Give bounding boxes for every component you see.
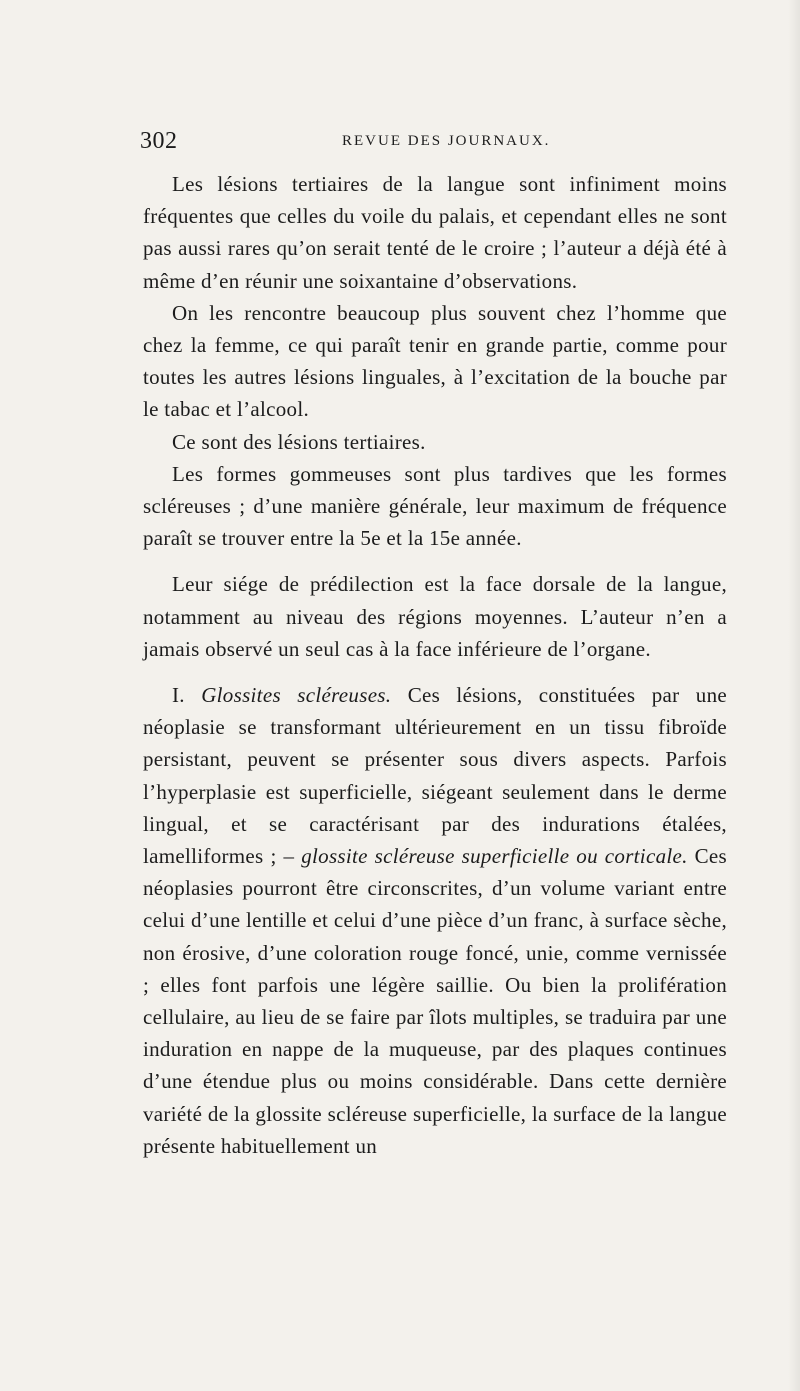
paragraph-1: Les lésions tertiaires de la langue sont infiniment moins fréquentes que celles du voile du palais, et cependant elles ne sont pas aussi rares qu’on serait tenté de le croire ; l’auteur a déjà été à même d’en réunir une soixantaine d’observations.	[143, 172, 727, 293]
body-text	[143, 168, 727, 1162]
paragraph-4: Les formes gommeuses sont plus tardives que les formes scléreuses ; d’une manière générale, leur maximum de fréquence paraît se trouver entre la 5e et la 15e année.	[143, 461, 727, 551]
page-number: 302	[140, 128, 178, 154]
running-head: REVUE DES JOURNAUX.	[342, 133, 551, 149]
section-number: I.	[172, 683, 202, 708]
page-header	[135, 128, 730, 158]
paragraph-5: Leur siége de prédilection est la face dorsale de la langue, notamment au niveau des régions moyennes. L’auteur n’en a jamais observé un seul cas à la face inférieure de l’organe.	[143, 572, 727, 661]
paragraph-3: Ce sont des lésions tertiaires.	[172, 429, 426, 454]
paragraph-6-continuation: Ces néoplasies pourront être circonscrites, d’un volume variant entre celui d’une lentille et celui d’une pièce d’un franc, à surface sèche, non érosive, d’une coloration rouge foncé, unie, comme vernissée ; elles font parfois une légère saillie. Ou bien la prolifération cellulaire, au lieu de se faire par îlots multiples, se traduira par une induration en nappe de la muqueuse, par des plaques continues d’une étendue plus ou moins considérable. Dans cette dernière variété de la glossite scléreuse superficielle, la surface de la langue présente habituellement un	[143, 844, 727, 1158]
paragraph-6	[143, 679, 727, 1162]
section-title: Glossites scléreuses.	[201, 683, 392, 708]
page-edge-shadow	[788, 0, 800, 1391]
italic-term: glossite scléreuse superficielle ou corticale.	[301, 844, 688, 869]
paragraph-2: On les rencontre beaucoup plus souvent chez l’homme que chez la femme, ce qui paraît tenir en grande partie, comme pour toutes les autres lésions linguales, à l’excitation de la bouche par le tabac et l’alcool.	[143, 300, 727, 422]
paragraph-6-body: Ces lésions, constituées par une néoplasie se transformant ultérieurement en un tissu fibroïde persistant, peuvent se présenter sous divers aspects. Parfois l’hyperplasie est superficielle, siégeant seulement dans le derme lingual, et se caractérisant par des indurations étalées, lamelliformes ; –	[143, 683, 727, 869]
